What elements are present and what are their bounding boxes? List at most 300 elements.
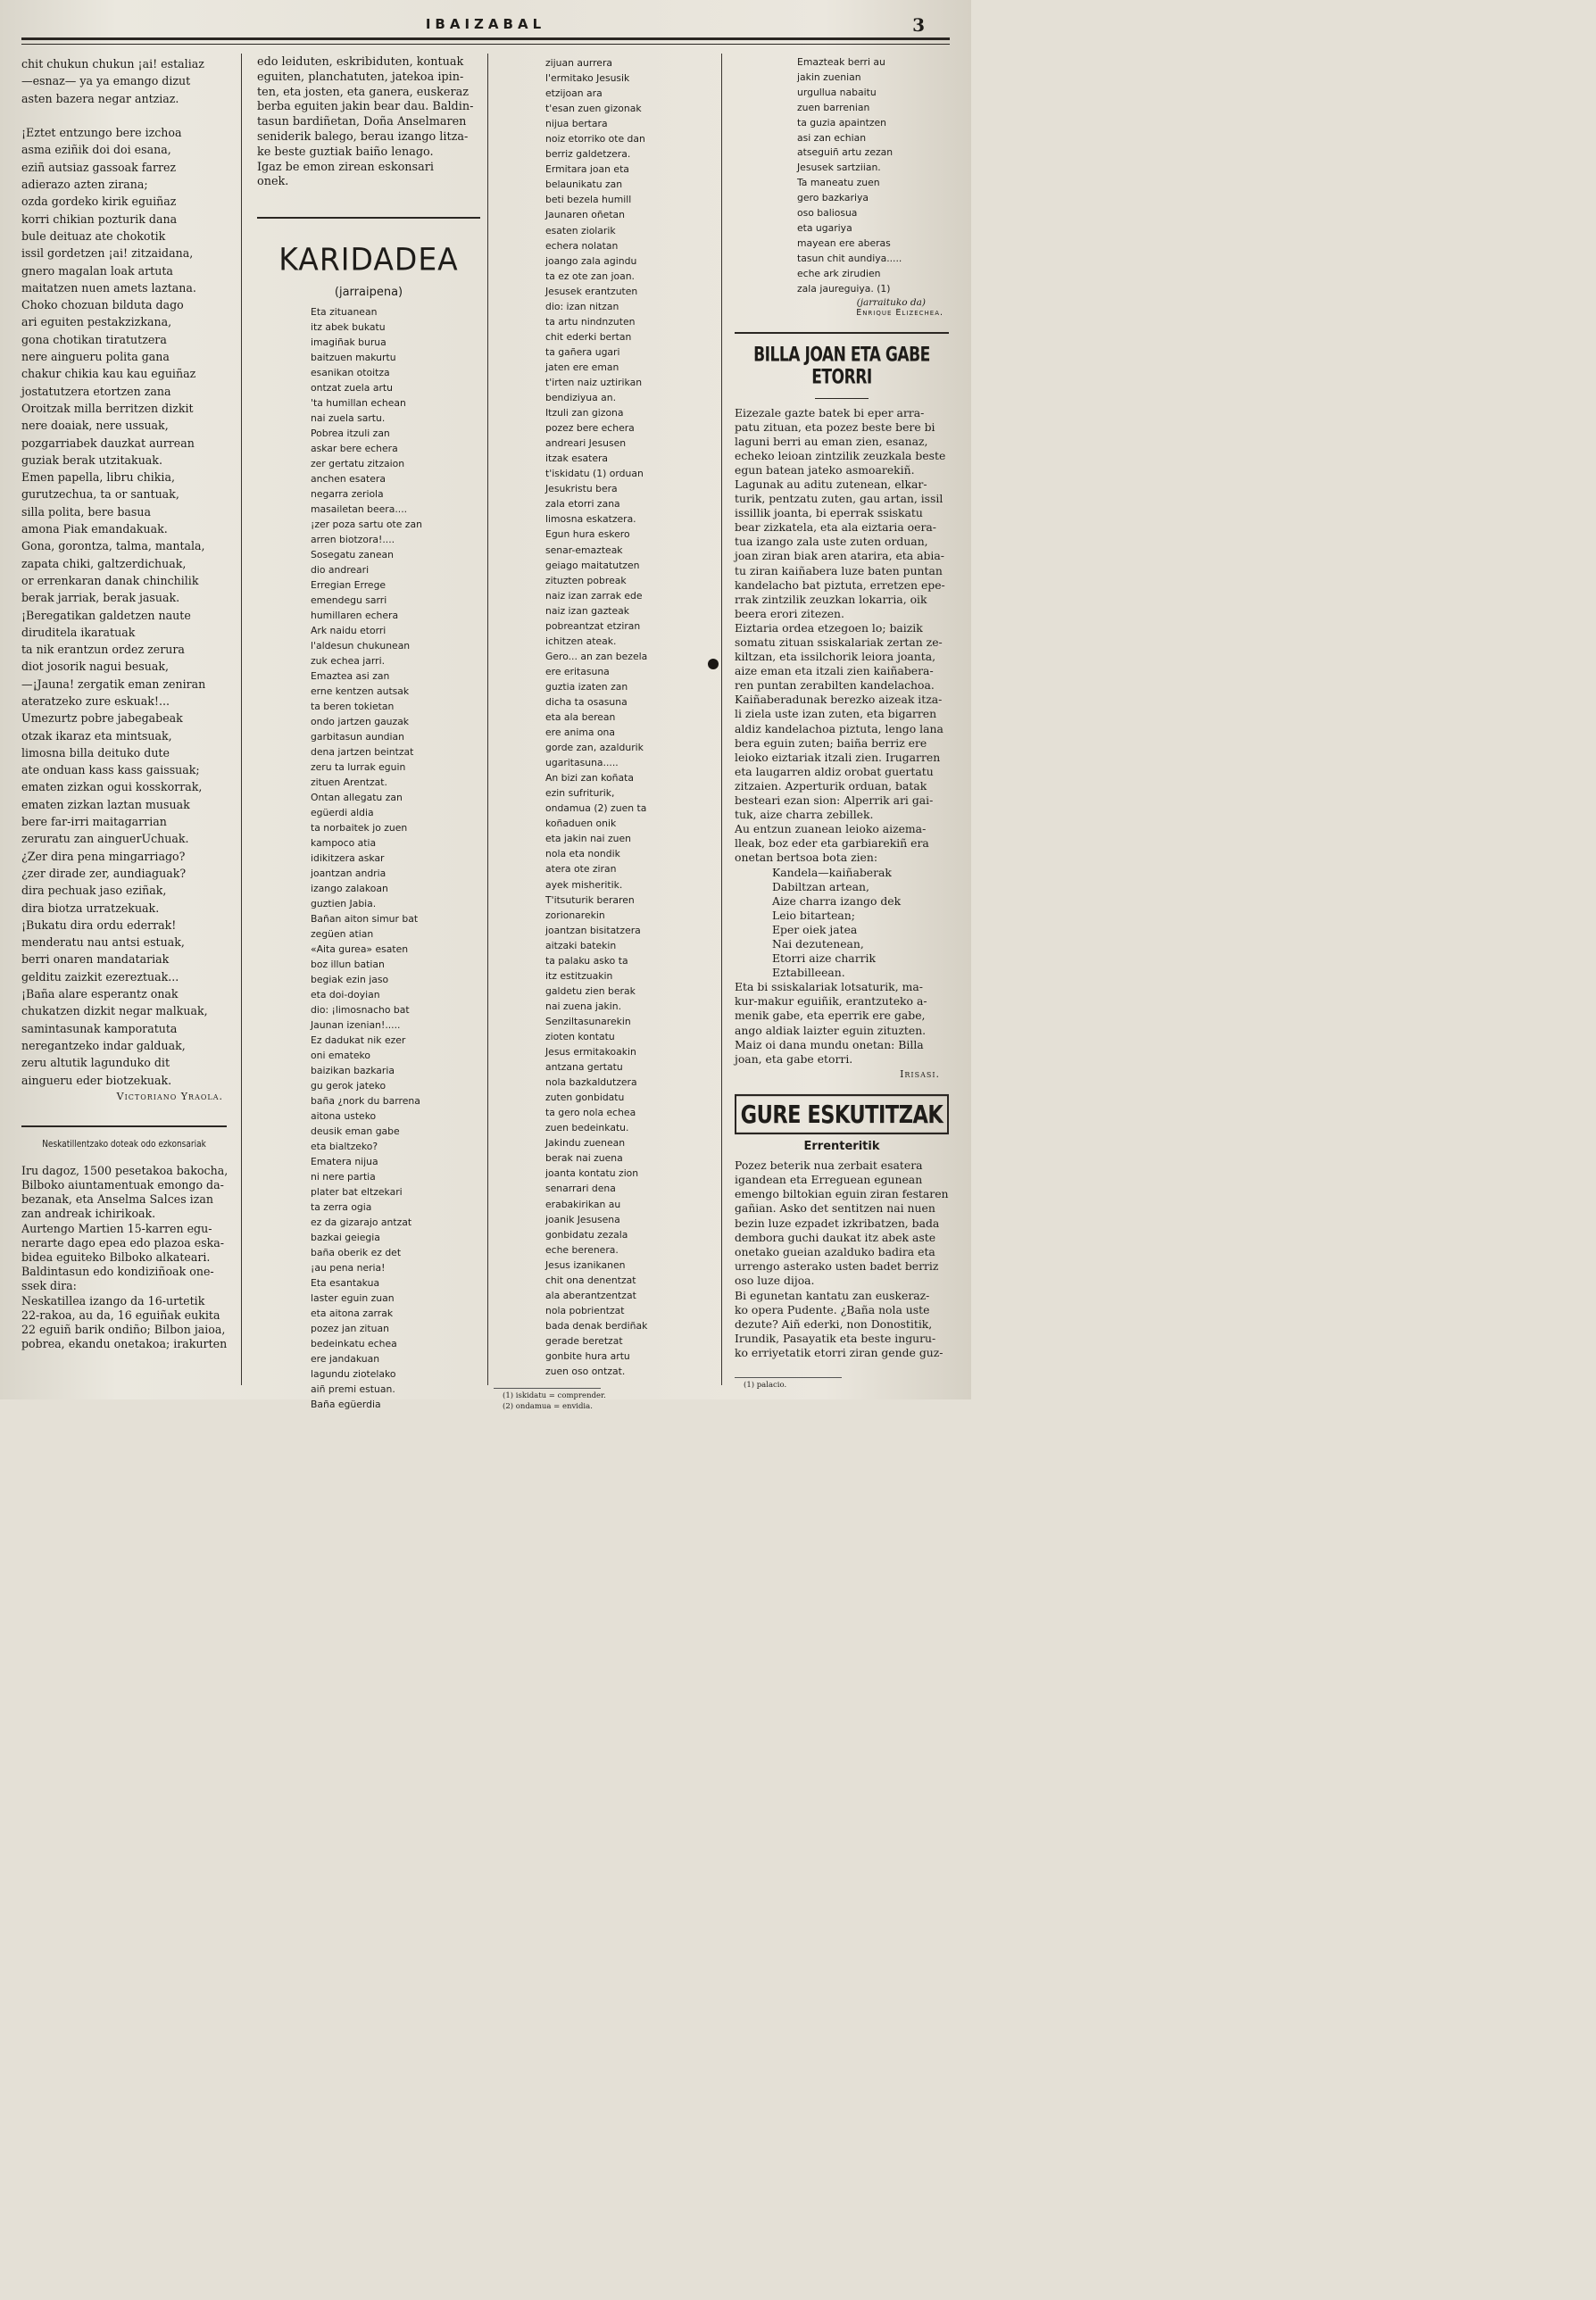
text-line: zuen oso ontzat.: [545, 1366, 626, 1378]
text-line: ten, eta josten, eta ganera, euskeraz: [257, 85, 469, 99]
text-line: l'ermitako Jesusik: [545, 72, 630, 85]
text-line: tasun chit aundiya.....: [797, 252, 902, 264]
text-line: ¡au pena neria!: [311, 1262, 386, 1275]
text-line: esanikan otoitza: [311, 367, 390, 379]
section-subtitle: Errenteritik: [803, 1139, 880, 1153]
text-line: eta aitona zarrak: [311, 1308, 394, 1320]
text-line: echeko leioan zintzilik zeuzkala beste: [735, 448, 946, 462]
text-line: onetan bertsoa bota zien:: [735, 851, 878, 865]
text-line: 'ta humillan echean: [311, 397, 406, 410]
notice-title: Neskatillentzako doteak odo ezkonsariak: [42, 1139, 206, 1150]
text-line: Nai dezutenean,: [772, 936, 864, 951]
text-line: bazkai geiegia: [311, 1232, 380, 1244]
text-line: echera nolatan: [545, 239, 619, 252]
text-line: Bañan aiton simur bat: [311, 913, 419, 926]
text-line: Kaiñaberadunak berezko aizeak itza-: [735, 693, 943, 707]
text-line: aiñ premi estuan.: [311, 1383, 395, 1396]
text-line: zala etorri zana: [545, 498, 620, 511]
text-line: ozda gordeko kirik eguiñaz: [21, 195, 177, 209]
text-line: Egun hura eskero: [545, 528, 630, 541]
masthead: [21, 14, 950, 43]
text-line: bear zizkatela, eta ala eiztaria oera-: [735, 520, 936, 535]
text-line: berriz galdetzera.: [545, 148, 631, 161]
text-line: aize eman eta itzali zien kaiñabera-: [735, 664, 934, 678]
text-line: beera erori zitezen.: [735, 606, 844, 620]
text-line: negarra zeriola: [311, 488, 384, 501]
text-line: gañian. Asko det sentitzen nai nuen: [735, 1201, 935, 1216]
text-line: menderatu nau antsi estuak,: [21, 935, 185, 950]
text-line: Eper oiek jatea: [772, 922, 858, 936]
text-line: limosna billa deituko dute: [21, 745, 170, 760]
text-line: diruditela ikaratuak: [21, 625, 136, 639]
text-line: kur-makur eguiñik, erantzuteko a-: [735, 994, 927, 1009]
text-line: berak nai zuena: [545, 1152, 623, 1165]
text-line: joanta kontatu zion: [545, 1167, 639, 1180]
text-line: emengo biltokian eguin ziran festaren: [735, 1187, 949, 1201]
text-line: zorionarekin: [545, 909, 605, 921]
text-line: masailetan beera....: [311, 503, 408, 516]
text-line: nere aingueru polita gana: [21, 350, 170, 364]
text-line: Jaunaren oñetan: [545, 209, 626, 221]
text-line: joan ziran biak aren atarira, eta abia-: [735, 549, 944, 563]
text-line: tuk, aize charra zebillek.: [735, 808, 874, 822]
column-divider: [721, 54, 722, 1385]
text-line: nai zuela sartu.: [311, 412, 386, 425]
text-line: Dabiltzan artean,: [772, 879, 869, 893]
text-line: itz abek bukatu: [311, 321, 386, 334]
text-line: 22-rakoa, au da, 16 eguiñak eukita: [21, 1308, 220, 1322]
column-2: [257, 55, 480, 1411]
ink-blot: [708, 659, 719, 669]
text-line: oni emateko: [311, 1050, 371, 1062]
text-line: Baldintasun edo kondiziñoak one-: [21, 1265, 214, 1279]
text-line: otzak ikaraz eta mintsuak,: [21, 728, 172, 743]
footnotes: [494, 1388, 606, 1412]
text-line: ango aldiak laizter eguin zituzten.: [735, 1023, 927, 1037]
text-line: bere far-irri maitagarrian: [21, 815, 167, 829]
text-line: Irundik, Pasayatik eta beste inguru-: [735, 1332, 936, 1346]
section-rule: [21, 1125, 227, 1127]
text-line: anchen esatera: [311, 473, 386, 486]
section-rule: [815, 398, 869, 399]
text-line: turik, pentzatu zuten, gau artan, issil: [735, 492, 943, 506]
text-line: zuen bedeinkatu.: [545, 1122, 629, 1134]
text-line: ayek misheritik.: [545, 878, 623, 891]
text-line: joanik Jesusena: [545, 1213, 620, 1225]
text-line: seniderik balego, berau izango litza-: [257, 129, 469, 144]
text-line: ta nik erantzun ordez zerura: [21, 643, 185, 657]
text-line: kampoco atia: [311, 837, 377, 850]
text-line: dena jartzen beintzat: [311, 746, 414, 759]
text-line: bera eguin zuten; baiña berriz ere: [735, 735, 927, 750]
text-line: zegüen atian: [311, 928, 374, 941]
text-line: ¿Zer dira pena mingarriago?: [21, 849, 186, 863]
text-line: berak jarriak, berak jasuak.: [21, 591, 180, 605]
text-line: eche ark zirudien: [797, 267, 881, 279]
text-line: zan andreak ichirikoak.: [21, 1207, 156, 1221]
text-line: eziñ autsiaz gassoak farrez: [21, 160, 177, 174]
text-line: bedeinkatu echea: [311, 1338, 397, 1350]
column-1: [21, 55, 227, 1385]
text-line: menik gabe, eta eperrik ere gabe,: [735, 1009, 926, 1023]
text-line: Gona, gorontza, talma, mantala,: [21, 539, 205, 553]
text-line: gu gerok jateko: [311, 1080, 387, 1092]
text-line: nai zuena jakin.: [545, 1000, 622, 1012]
text-line: Eta zituanean: [311, 306, 378, 319]
text-line: zeru altutik lagunduko dit: [21, 1056, 170, 1070]
text-line: erne kentzen autsak: [311, 685, 410, 698]
text-line: ate onduan kass kass gaissuak;: [21, 763, 200, 777]
text-line: begiak ezin jaso: [311, 974, 389, 986]
text-line: Eiztaria ordea etzegoen lo; baizik: [735, 620, 923, 635]
text-line: ¡Bukatu dira ordu ederrak!: [21, 918, 177, 932]
story-signature: Irisasi.: [900, 1067, 940, 1080]
text-line: atera ote ziran: [545, 863, 617, 876]
text-line: ezin sufriturik,: [545, 787, 615, 800]
text-line: jostatutzera etortzen zana: [21, 384, 171, 398]
text-line: bule deituaz ate chokotik: [21, 228, 166, 243]
text-line: gero bazkariya: [797, 192, 869, 204]
text-line: baña ¿nork du barrena: [311, 1095, 420, 1108]
text-line: eche berenera.: [545, 1243, 619, 1256]
text-line: Bi egunetan kantatu zan euskeraz-: [735, 1288, 930, 1302]
footnote: (1) palacio.: [744, 1380, 787, 1390]
text-line: ematen zizkan ogui kosskorrak,: [21, 780, 203, 794]
text-line: besteari ezan sion: Alperrik ari gai-: [735, 793, 934, 808]
text-line: Oroitzak milla berritzen dizkit: [21, 401, 194, 415]
text-line: bezin luze ezpadet izkribatzen, bada: [735, 1216, 940, 1230]
poem: [21, 55, 227, 1089]
text-line: An bizi zan koñata: [545, 772, 634, 785]
text-line: esaten ziolarik: [545, 224, 616, 237]
text-line: pobrea, ekandu onetakoa; irakurten: [21, 1337, 228, 1351]
text-line: ta zerra ogia: [311, 1201, 372, 1214]
text-line: dira biotza urratzekuak.: [21, 901, 160, 915]
text-line: naiz izan zarrak ede: [545, 589, 643, 602]
text-line: 22 eguiñ barik ondiño; Bilbon jaioa,: [21, 1323, 226, 1337]
story-stanza: [735, 866, 949, 981]
text-line: gelditu zaizkit ezereztuak...: [21, 969, 179, 984]
text-line: T'itsuturik beraren: [545, 893, 635, 906]
text-line: Ontan allegatu zan: [311, 792, 403, 804]
text-line: Eta bi ssiskalariak lotsaturik, ma-: [735, 980, 923, 994]
text-line: Ta maneatu zuen: [797, 177, 880, 189]
text-line: oso luze dijoa.: [735, 1274, 815, 1288]
text-line: kandelacho bat piztuta, erretzen epe-: [735, 577, 945, 592]
text-line: nola bazkaldutzera: [545, 1076, 637, 1089]
text-line: chukatzen dizkit negar malkuak,: [21, 1004, 208, 1018]
text-line: naiz izan gazteak: [545, 604, 629, 617]
poem-verse: [494, 55, 708, 1379]
text-line: li ziela uste izan zuten, eta bigarren: [735, 707, 937, 721]
text-line: Eta esantakua: [311, 1277, 380, 1290]
text-line: Emaztea asi zan: [311, 670, 390, 683]
text-line: Eztabilleean.: [772, 966, 845, 980]
text-line: (1) iskidatu = comprender.: [503, 1391, 606, 1401]
text-line: Eizezale gazte batek bi eper arra-: [735, 405, 925, 419]
text-line: Aurtengo Martien 15-karren egu-: [21, 1221, 212, 1235]
text-line: ko erriyetatik etorri ziran gende guz-: [735, 1346, 943, 1360]
text-line: geiago maitatutzen: [545, 559, 640, 571]
column-3: [494, 55, 708, 1412]
text-line: eta jakin nai zuen: [545, 833, 631, 845]
text-line: ren puntan zerabilten kandelachoa.: [735, 678, 935, 693]
text-line: zer gertatu zitzaion: [311, 458, 405, 470]
text-line: ¡Baña alare esperantz onak: [21, 987, 179, 1001]
column-divider: [241, 54, 242, 1385]
text-line: gonbidatu zezala: [545, 1228, 628, 1241]
text-line: dembora guchi daukat itz abek aste: [735, 1230, 936, 1244]
page-number: 3: [912, 14, 925, 36]
masthead-rule: [21, 37, 950, 45]
text-line: laguni berri au eman zien, esanaz,: [735, 434, 928, 448]
text-line: eta laugarren aldiz orobat guertatu: [735, 764, 934, 778]
text-line: igandean eta Erreguean egunean: [735, 1173, 923, 1187]
section-title: GURE ESKUTITZAK: [735, 1094, 949, 1134]
text-line: nijua bertara: [545, 118, 608, 130]
text-line: ateratzeko zure eskuak!...: [21, 693, 170, 708]
text-line: Bilboko aiuntamentuak emongo da-: [21, 1178, 224, 1192]
text-line: ta gero nola echea: [545, 1107, 636, 1119]
text-line: silla polita, bere basua: [21, 504, 151, 519]
text-line: bendiziyua an.: [545, 392, 617, 404]
text-line: zala jaureguiya. (1): [797, 282, 891, 295]
continuation-note: (jarraituko da): [856, 296, 926, 308]
text-line: guziak berak utzitakuak.: [21, 453, 162, 467]
text-line: gonbite hura artu: [545, 1349, 630, 1362]
text-line: atseguiñ artu zezan: [797, 146, 894, 159]
text-line: —¡Jauna! zergatik eman zeniran: [21, 677, 206, 691]
text-line: leioko eiztariak itzali zien. Irugarren: [735, 750, 941, 764]
text-line: urgullua nabaitu: [797, 86, 877, 98]
text-line: guztien Jabia.: [311, 898, 377, 910]
text-line: Itzuli zan gizona: [545, 407, 624, 419]
text-line: t'iskidatu (1) orduan: [545, 468, 644, 480]
text-line: urrengo asterako usten badet berriz: [735, 1259, 939, 1274]
text-line: Jaunan izenian!.....: [311, 1019, 401, 1032]
text-line: dio andreari: [311, 564, 370, 577]
text-line: (2) ondamua = envidia.: [503, 1402, 593, 1412]
text-line: jaten ere eman: [545, 361, 619, 373]
text-line: tua izango zala uste zuten orduan,: [735, 535, 928, 549]
text-line: dicha ta osasuna: [545, 695, 628, 708]
text-line: eta doi-doyian: [311, 989, 380, 1001]
text-line: antzana gertatu: [545, 1061, 623, 1074]
text-line: ta norbaitek jo zuen: [311, 822, 408, 834]
poem-title: KARIDADEA: [278, 241, 459, 278]
text-line: ichitzen ateak.: [545, 635, 617, 647]
newspaper-page: [0, 0, 971, 1412]
text-line: ere eritasuna: [545, 665, 610, 677]
text-line: andreari Jesusen: [545, 437, 627, 450]
text-line: Jesusek sartziian.: [797, 162, 881, 174]
text-line: askar bere echera: [311, 443, 398, 455]
text-line: Sosegatu zanean: [311, 549, 394, 561]
text-line: Aize charra izango dek: [772, 893, 902, 908]
text-line: pozez jan zituan: [311, 1323, 389, 1335]
text-line: joango zala agindu: [545, 254, 637, 267]
text-line: chit ederki bertan: [545, 330, 632, 343]
text-line: Gero... an zan bezela: [545, 650, 648, 662]
text-line: ondo jartzen gauzak: [311, 716, 410, 728]
text-line: erabakirikan au: [545, 1198, 621, 1210]
text-line: joantzan bisitatzera: [545, 924, 641, 936]
text-line: egüerdi aldia: [311, 807, 374, 819]
text-line: guztia izaten zan: [545, 680, 628, 693]
text-line: t'esan zuen gizonak: [545, 103, 642, 115]
footnotes: [735, 1377, 842, 1391]
text-line: zitzaien. Azperturik orduan, batak: [735, 778, 927, 793]
text-line: humillaren echera: [311, 610, 399, 622]
text-line: ta beren tokietan: [311, 701, 395, 713]
text-line: dio: ¡limosnacho bat: [311, 1004, 410, 1017]
text-line: mayean ere aberas: [797, 237, 891, 249]
text-line: nola eta nondik: [545, 848, 620, 860]
text-line: issillik joanta, bi eperrak ssiskatu: [735, 506, 923, 520]
text-line: chakur chikia kau kau eguiñaz: [21, 367, 196, 381]
text-line: zeruratu zan ainguerUchuak.: [21, 832, 189, 846]
text-line: nola pobrientzat: [545, 1304, 625, 1316]
text-line: Emen papella, libru chikia,: [21, 470, 175, 485]
text-line: ere anima ona: [545, 727, 616, 739]
text-line: bezanak, eta Anselma Salces izan: [21, 1192, 213, 1207]
text-line: imagiñak burua: [311, 336, 387, 349]
text-line: Jesukristu bera: [545, 483, 618, 495]
text-line: tu ziran kaiñabera luze baten puntan: [735, 563, 943, 577]
text-line: zuk echea jarri.: [311, 655, 386, 668]
text-line: Leio bitartean;: [772, 908, 855, 922]
text-line: limosna eskatzera.: [545, 513, 636, 526]
text-line: ematen zizkan laztan musuak: [21, 797, 190, 811]
text-line: Pozez beterik nua zerbait esatera: [735, 1158, 923, 1172]
poem-verse: [735, 55, 949, 297]
text-line: baña oberik ez det: [311, 1247, 402, 1259]
text-line: ¡zer poza sartu ote zan: [311, 519, 422, 531]
poem-verse: [257, 304, 480, 1412]
text-line: baitzuen makurtu: [311, 352, 396, 364]
text-line: belaunikatu zan: [545, 179, 623, 191]
text-line: zijuan aurrera: [545, 57, 613, 69]
text-line: baizikan bazkaria: [311, 1065, 395, 1077]
text-line: kiltzan, eta issilchorik leiora joanta,: [735, 650, 936, 664]
text-line: Ez dadukat nik ezer: [311, 1034, 406, 1047]
text-line: arren biotzora!....: [311, 534, 395, 546]
text-line: aitzaki batekin: [545, 939, 617, 951]
text-line: aldiz kandelachoa piztuta, lengo lana: [735, 721, 943, 735]
column-divider: [487, 54, 488, 1385]
text-line: bada denak berdiñak: [545, 1319, 648, 1332]
text-line: Jesusek erantzuten: [545, 285, 638, 297]
text-line: aingueru eder biotzekuak.: [21, 1073, 172, 1087]
text-line: gerade beretzat: [545, 1334, 623, 1347]
text-line: ari eguiten pestakzizkana,: [21, 315, 172, 329]
text-line: egun batean jateko asmoarekiñ.: [735, 462, 915, 477]
notice-continuation: [257, 55, 480, 190]
text-line: gona chotikan tiratutzera: [21, 332, 167, 346]
text-line: Umezurtz pobre jabegabeak: [21, 711, 183, 726]
text-line: Senziltasunarekin: [545, 1015, 631, 1027]
text-line: maitatzen nuen amets laztana.: [21, 280, 196, 295]
text-line: galdetu zien berak: [545, 984, 636, 997]
text-line: pozgarriabek dauzkat aurrean: [21, 436, 195, 450]
text-line: Neskatillea izango da 16-urtetik: [21, 1293, 205, 1308]
text-line: lagundu ziotelako: [311, 1368, 396, 1381]
story-ending: [735, 980, 949, 1067]
text-line: tasun bardiñetan, Doña Anselmaren: [257, 115, 467, 129]
text-line: oso baliosua: [797, 207, 858, 220]
text-line: Jakindu zuenean: [545, 1137, 626, 1150]
text-line: izango zalakoan: [311, 883, 388, 895]
text-line: Igaz be emon zirean eskonsari: [257, 160, 434, 174]
text-line: zuten gonbidatu: [545, 1092, 625, 1104]
text-line: garbitasun aundian: [311, 731, 404, 743]
text-line: Ermitara joan eta: [545, 163, 629, 176]
text-line: eta bialtzeko?: [311, 1141, 378, 1153]
section-rule: [257, 217, 480, 219]
text-line: asma eziñik doi doi esana,: [21, 143, 171, 157]
poem-subtitle: (jarraipena): [334, 286, 403, 300]
text-line: noiz etorriko ote dan: [545, 133, 645, 145]
text-line: ta gañera ugari: [545, 345, 620, 358]
poem-signature: Victoriano Yraola.: [116, 1090, 223, 1102]
text-line: onek.: [257, 175, 289, 189]
text-line: Ark naidu etorri: [311, 625, 387, 637]
text-line: dira pechuak jaso eziñak,: [21, 884, 167, 898]
text-line: edo leiduten, eskribiduten, kontuak: [257, 55, 464, 69]
text-line: Emazteak berri au: [797, 56, 885, 68]
text-line: boz illun batian: [311, 959, 385, 971]
text-line: etzijoan ara: [545, 87, 603, 100]
text-line: ta ez ote zan joan.: [545, 270, 635, 282]
text-line: joan, eta gabe etorri.: [735, 1051, 853, 1066]
text-line: ta palaku asko ta: [545, 954, 628, 967]
text-line: idikitzera askar: [311, 852, 385, 865]
text-line: ¿zer dirade zer, aundiaguak?: [21, 866, 187, 880]
text-line: koñaduen onik: [545, 818, 617, 830]
text-line: chit ona denentzat: [545, 1274, 636, 1286]
text-line: senarrari dena: [545, 1183, 616, 1195]
text-line: neregantzeko indar galduak,: [21, 1038, 186, 1052]
text-line: korri chikian pozturik dana: [21, 212, 178, 226]
text-line: deusik eman gabe: [311, 1125, 400, 1138]
text-line: itz estitzuakin: [545, 969, 613, 982]
text-line: eta ala berean: [545, 711, 616, 724]
text-line: itzak esatera: [545, 453, 609, 465]
story-title: BILLA JOAN ETA GABE ETORRI: [753, 343, 930, 388]
text-line: l'aldesun chukunean: [311, 640, 411, 652]
text-line: Lagunak au aditu zutenean, elkar-: [735, 477, 927, 491]
text-line: emendegu sarri: [311, 594, 387, 607]
story-body: [735, 406, 949, 866]
text-line: aitona usteko: [311, 1110, 377, 1123]
text-line: ta artu nindnzuten: [545, 315, 636, 328]
text-line: zeru ta lurrak eguin: [311, 761, 406, 774]
text-line: zituzten pobreak: [545, 574, 627, 586]
text-line: amona Piak emandakuak.: [21, 522, 168, 536]
column-4: [735, 55, 949, 1390]
text-line: adierazo azten zirana;: [21, 178, 148, 192]
text-line: ssek dira:: [21, 1279, 77, 1293]
text-line: diot josorik nagui besuak,: [21, 660, 170, 674]
text-line: ala aberantzentzat: [545, 1289, 636, 1301]
text-line: ez da gizarajo antzat: [311, 1216, 412, 1229]
text-line: ni nere partia: [311, 1171, 376, 1183]
text-line: ugaritasuna.....: [545, 757, 619, 769]
text-line: patu zituan, eta pozez beste bere bi: [735, 419, 935, 434]
text-line: gurutzechua, ta or santuak,: [21, 487, 179, 502]
text-line: onetako gueian azalduko badira eta: [735, 1245, 935, 1259]
text-line: «Aita gurea» esaten: [311, 943, 409, 956]
